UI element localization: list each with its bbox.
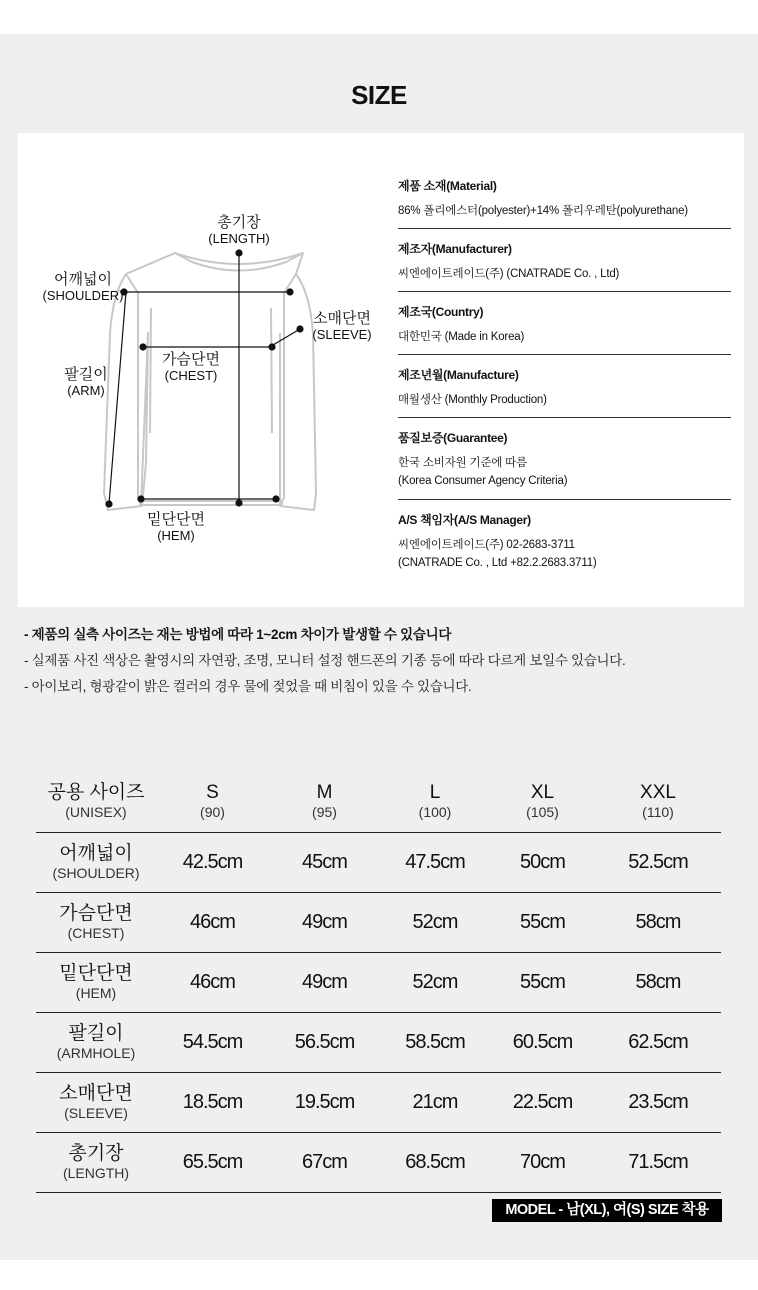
table-cell: 58cm bbox=[635, 971, 681, 993]
shoulder-label bbox=[38, 272, 128, 304]
shoulder-label-en: (SHOULDER) bbox=[42, 288, 124, 303]
table-cell: 18.5cm bbox=[182, 1091, 243, 1113]
chest-label-ko: 가슴단면 bbox=[162, 351, 220, 368]
size-name: M bbox=[316, 781, 333, 803]
model-size-note: MODEL - 남(XL), 여(S) SIZE 착용 bbox=[492, 1199, 722, 1222]
shoulder-label-ko: 어깨넓이 bbox=[54, 271, 112, 288]
info-country bbox=[398, 301, 731, 355]
info-manufacture-date bbox=[398, 364, 731, 418]
row-label-cell bbox=[36, 1133, 156, 1193]
header-label-cell bbox=[36, 770, 156, 833]
header-label-ko: 공용 사이즈 bbox=[47, 781, 145, 803]
length-label-en: (LENGTH) bbox=[208, 231, 270, 246]
table-row bbox=[36, 833, 721, 893]
info-heading: 제조년월(Manufacture) bbox=[398, 368, 519, 382]
table-cell: 52cm bbox=[412, 911, 458, 933]
page-title: SIZE bbox=[351, 80, 407, 110]
row-label-cell bbox=[36, 1013, 156, 1073]
table-cell: 71.5cm bbox=[628, 1151, 688, 1173]
row-label-ko: 팔길이 bbox=[68, 1023, 124, 1044]
info-text: 씨엔에이트레이드(주) (CNATRADE Co. , Ltd) bbox=[398, 268, 620, 280]
length-label bbox=[204, 215, 274, 247]
row-label-ko: 소매단면 bbox=[59, 1083, 133, 1104]
arm-label-ko: 팔길이 bbox=[64, 366, 108, 383]
info-as-manager bbox=[398, 509, 731, 569]
row-label-en: (SLEEVE) bbox=[64, 1105, 128, 1121]
size-num: (100) bbox=[418, 803, 452, 820]
table-row bbox=[36, 893, 721, 953]
table-cell: 49cm bbox=[302, 971, 347, 993]
info-heading: A/S 책임자(A/S Manager) bbox=[398, 513, 531, 527]
row-label-cell bbox=[36, 953, 156, 1013]
table-cell: 65.5cm bbox=[182, 1151, 243, 1173]
size-num: (90) bbox=[200, 803, 225, 820]
size-num: (95) bbox=[312, 803, 337, 820]
row-label-cell bbox=[36, 893, 156, 953]
size-num: (110) bbox=[642, 803, 674, 820]
table-cell: 46cm bbox=[190, 971, 235, 993]
hem-label-ko: 밑단단면 bbox=[147, 511, 205, 528]
table-cell: 21cm bbox=[412, 1091, 458, 1113]
row-label-ko: 총기장 bbox=[68, 1143, 124, 1164]
info-text: 한국 소비자원 기준에 따름 bbox=[398, 457, 527, 469]
arm-label-en: (ARM) bbox=[67, 383, 105, 398]
table-cell: 58cm bbox=[635, 911, 681, 933]
info-material bbox=[398, 175, 731, 229]
header-size-cell bbox=[490, 770, 595, 833]
row-label-cell bbox=[36, 833, 156, 893]
row-label-en: (HEM) bbox=[75, 985, 117, 1001]
table-cell: 22.5cm bbox=[512, 1091, 573, 1113]
row-label-ko: 어깨넓이 bbox=[59, 843, 133, 864]
table-cell: 52cm bbox=[412, 971, 458, 993]
size-table bbox=[36, 770, 721, 1193]
table-row bbox=[36, 953, 721, 1013]
table-cell: 54.5cm bbox=[182, 1031, 243, 1053]
product-info bbox=[398, 175, 731, 572]
length-label-ko: 총기장 bbox=[217, 214, 261, 231]
table-cell: 55cm bbox=[520, 911, 565, 933]
info-heading: 제조국(Country) bbox=[398, 305, 484, 319]
sleeve-label bbox=[305, 311, 379, 343]
chest-label bbox=[154, 352, 228, 384]
info-text: 86% 폴리에스터(polyester)+14% 폴리우레탄(polyurethane) bbox=[398, 205, 688, 217]
table-cell: 58.5cm bbox=[405, 1031, 465, 1053]
chest-label-en: (CHEST) bbox=[164, 368, 218, 383]
size-name: L bbox=[429, 781, 441, 803]
table-row bbox=[36, 1073, 721, 1133]
table-cell: 56.5cm bbox=[294, 1031, 355, 1053]
table-cell: 62.5cm bbox=[628, 1031, 688, 1053]
info-manufacturer bbox=[398, 238, 731, 292]
row-label-en: (SHOULDER) bbox=[52, 865, 140, 881]
notice-item: - 제품의 실측 사이즈는 재는 방법에 따라 1~2cm 차이가 발생할 수 있습니다 bbox=[24, 627, 452, 642]
row-label-ko: 밑단단면 bbox=[59, 963, 133, 984]
table-cell: 70cm bbox=[520, 1151, 565, 1173]
size-name: S bbox=[206, 781, 219, 803]
table-cell: 49cm bbox=[302, 911, 347, 933]
header-size-cell bbox=[269, 770, 380, 833]
table-cell: 19.5cm bbox=[294, 1091, 355, 1113]
hem-label bbox=[138, 512, 214, 544]
sleeve-label-en: (SLEEVE) bbox=[312, 327, 372, 342]
table-cell: 46cm bbox=[190, 911, 235, 933]
table-cell: 23.5cm bbox=[628, 1091, 688, 1113]
size-name: XL bbox=[530, 781, 555, 803]
info-text: 매월생산 (Monthly Production) bbox=[398, 394, 547, 406]
row-label-ko: 가슴단면 bbox=[59, 903, 133, 924]
header-size-cell bbox=[380, 770, 490, 833]
table-row bbox=[36, 1133, 721, 1193]
info-heading: 품질보증(Guarantee) bbox=[398, 431, 508, 445]
info-guarantee bbox=[398, 427, 731, 500]
notice-item: - 실제품 사진 색상은 촬영시의 자연광, 조명, 모니터 설정 핸드폰의 기종 등에 따라 다르게 보일수 있습니다. bbox=[24, 653, 626, 668]
size-name: XXL bbox=[640, 781, 676, 803]
info-text: (Korea Consumer Agency Criteria) bbox=[398, 475, 568, 487]
info-heading: 제품 소재(Material) bbox=[398, 179, 497, 193]
row-label-en: (LENGTH) bbox=[62, 1165, 130, 1181]
row-label-cell bbox=[36, 1073, 156, 1133]
measurement-panel bbox=[18, 133, 744, 607]
table-cell: 52.5cm bbox=[628, 851, 688, 873]
info-heading: 제조자(Manufacturer) bbox=[398, 242, 512, 256]
info-text: 대한민국 (Made in Korea) bbox=[398, 331, 525, 343]
header-size-cell bbox=[595, 770, 721, 833]
info-text: (CNATRADE Co. , Ltd +82.2.2683.3711) bbox=[398, 557, 597, 569]
table-cell: 60.5cm bbox=[512, 1031, 573, 1053]
arm-label bbox=[56, 367, 116, 399]
table-row bbox=[36, 1013, 721, 1073]
table-cell: 68.5cm bbox=[405, 1151, 465, 1173]
sleeve-label-ko: 소매단면 bbox=[313, 310, 371, 327]
size-table-header bbox=[36, 770, 721, 833]
table-cell: 47.5cm bbox=[405, 851, 465, 873]
notice-list bbox=[24, 622, 625, 700]
info-text: 씨엔에이트레이드(주) 02-2683-3711 bbox=[398, 539, 575, 551]
header-label-en: (UNISEX) bbox=[65, 803, 127, 820]
notice-item: - 아이보리, 형광같이 밝은 컬러의 경우 물에 젖었을 때 비침이 있을 수 있습니다. bbox=[24, 679, 472, 694]
hem-label-en: (HEM) bbox=[157, 528, 195, 543]
header-size-cell bbox=[156, 770, 269, 833]
table-cell: 67cm bbox=[302, 1151, 347, 1173]
table-cell: 55cm bbox=[520, 971, 565, 993]
row-label-en: (CHEST) bbox=[67, 925, 125, 941]
table-cell: 45cm bbox=[302, 851, 347, 873]
row-label-en: (ARMHOLE) bbox=[56, 1045, 136, 1061]
table-cell: 42.5cm bbox=[182, 851, 243, 873]
size-num: (105) bbox=[526, 803, 559, 820]
table-cell: 50cm bbox=[520, 851, 565, 873]
